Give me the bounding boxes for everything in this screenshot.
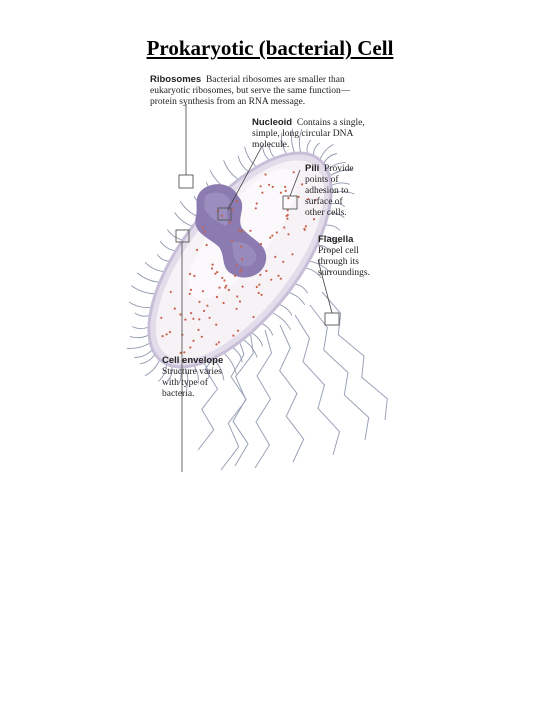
ribosome [274,256,276,258]
flagella-label [318,234,370,279]
ribosome [303,228,305,230]
pili-term: Pili [305,163,320,174]
nucleoid-term: Nucleoid [252,117,293,128]
flagellum [255,330,272,468]
pilus [132,326,149,328]
ribosome [224,287,226,289]
ribosome [298,196,300,198]
ribosome [218,341,220,343]
pilus [175,212,193,226]
ribosome [242,286,244,288]
ribosome [236,295,238,297]
ribosome [234,275,236,277]
ribosome [169,331,171,333]
ribosome [197,329,199,331]
pili-desc-line-5: other cells. [305,208,347,218]
ribosome [174,308,176,310]
pilus [261,323,273,335]
pilus [294,284,307,293]
page-title: Prokaryotic (bacterial) Cell [146,36,394,60]
ribosome [183,351,185,353]
nucleoid-desc-line-3: molecule. [252,140,290,150]
cell-envelope-label [162,355,223,400]
ribosome [218,287,220,289]
ribosome [228,289,230,291]
pilus [167,230,183,240]
ribosome [265,173,267,175]
ribosome [258,284,260,286]
pili-desc-line-3: adhesion to [305,186,349,196]
ribosome [282,261,284,263]
flagellum [295,315,340,455]
ribosome [293,171,295,173]
ribosome [221,215,223,217]
ribosome [179,313,181,315]
ribosome [192,340,194,342]
ribosome [166,333,168,335]
ribosome [231,209,233,211]
pilus [224,160,239,179]
ribosome [236,308,238,310]
ribosome [268,184,270,186]
pili-desc-line-2: points of [305,175,339,185]
ribosome [231,239,233,241]
flagella-desc-line-3: surroundings. [318,268,370,278]
flagella-desc-line-2: through its [318,257,359,267]
ribosome [189,293,191,295]
flagella-term: Flagella [318,234,354,245]
ribosome [280,278,282,280]
ribosome [272,186,274,188]
ribosome [256,202,258,204]
ribosome [240,268,242,270]
cell-envelope-desc-line-2: with type of [162,378,208,388]
pilus [145,360,160,376]
nucleoid-desc-line-2: simple, long circular DNA [252,129,354,139]
ribosome [180,352,182,354]
pilus [160,241,176,251]
pilus [251,333,263,347]
pilus [137,273,160,282]
pilus [130,335,149,338]
ribosome [285,190,287,192]
ribosome [216,296,218,298]
pilus [243,339,257,357]
ribosome [287,209,289,211]
ribosome [204,231,206,233]
nucleoid-desc-line-1: Contains a single, [296,118,365,128]
ribosome [258,292,260,294]
ribosomes-desc-line-1: Bacterial ribosomes are smaller than [205,75,345,85]
ribosome [238,229,240,231]
flagella-callout-box [325,313,339,325]
ribosome [259,274,261,276]
ribosome [202,290,204,292]
ribosome [286,218,288,220]
ribosome [192,318,194,320]
pili-desc-line-1: Provide [324,164,354,174]
ribosome [209,317,211,319]
ribosomes-term: Ribosomes [150,74,202,85]
cell-envelope-desc-line-1: Structure varies [162,367,222,377]
ribosome [301,183,303,185]
ribosome [196,249,198,251]
ribosome [223,279,225,281]
ribosomes-desc-line-2: eukaryotic ribosomes, but serve the same function— [150,86,351,96]
ribosome [286,215,288,217]
ribosome [287,197,289,199]
cell-envelope-term: Cell envelope [162,355,224,366]
ribosome [241,258,243,260]
ribosome [170,291,172,293]
flagellum [231,332,248,466]
ribosome [265,270,267,272]
ribosome [206,244,208,246]
ribosome [198,301,200,303]
ribosome [249,230,251,232]
ribosome [237,330,239,332]
ribosome [256,286,258,288]
ribosome [270,279,272,281]
ribosome [283,226,285,228]
ribosome [215,324,217,326]
ribosomes-callout-box [179,175,193,188]
cell-envelope-desc-line-3: bacteria. [162,389,195,399]
ribosome [277,275,279,277]
ribosome [189,273,191,275]
ribosome [162,335,164,337]
ribosome [291,253,293,255]
ribosome [221,277,223,279]
ribosome [160,317,162,319]
ribosome [239,300,241,302]
ribosome [261,294,263,296]
ribosome [276,231,278,233]
ribosome [215,343,217,345]
flagellum [280,325,304,462]
ribosome [229,221,231,223]
ribosome [269,237,271,239]
ribosomes-desc-line-3: protein synthesis from an RNA message. [150,97,306,107]
pili-label [305,163,354,219]
ribosome [189,346,191,348]
pilus [145,262,165,271]
pilus [140,354,155,364]
pilus [127,343,150,349]
ribosome [255,207,257,209]
nucleoid-label [252,117,365,151]
pilus [135,313,150,316]
pili-desc-line-4: surface of [305,197,343,207]
ribosome [184,319,186,321]
ribosome [260,185,262,187]
pilus [288,292,304,305]
ribosome [198,318,200,320]
ribosome [236,200,238,202]
ribosome [223,302,225,304]
ribosome [214,273,216,275]
pilus [279,304,292,315]
ribosome [239,271,241,273]
ribosome [284,186,286,188]
ribosome [212,264,214,266]
ribosome [190,289,192,291]
pilus [325,225,340,230]
flagella-desc-line-1: Propel cell [318,246,359,256]
ribosome [202,227,204,229]
ribosome [193,275,195,277]
ribosome [236,265,238,267]
ribosome [287,233,289,235]
ribosome [305,225,307,227]
pilus [129,302,152,308]
ribosome [241,230,243,232]
pilus [131,286,155,294]
ribosome [271,235,273,237]
ribosome [203,310,205,312]
ribosome [190,312,192,314]
ribosome [260,243,262,245]
ribosome [206,305,208,307]
ribosome [201,336,203,338]
ribosome [261,192,263,194]
ribosome [216,271,218,273]
pilus [134,350,152,358]
ribosome [240,246,242,248]
ribosome [232,335,234,337]
pilus [238,156,249,172]
ribosome [211,267,213,269]
ribosomes-label [150,74,350,108]
ribosome [280,192,282,194]
pilus [157,254,170,261]
ribosome [252,316,254,318]
